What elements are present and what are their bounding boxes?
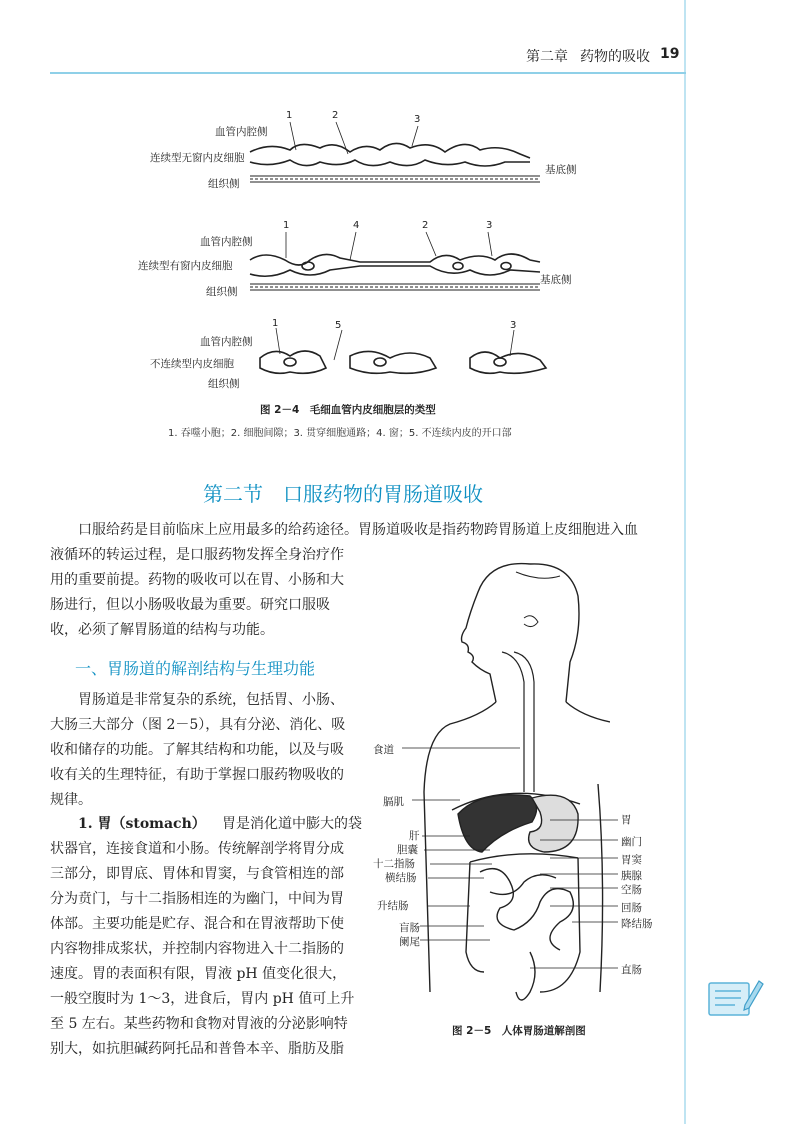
body-line: 别大，如抗胆碱药阿托品和普鲁本辛、脂肪及脂 <box>50 1041 344 1057</box>
label-base-2: 基底侧 <box>540 274 572 286</box>
page-number: 19 <box>660 46 680 62</box>
label-tissue-1: 组织侧 <box>208 178 240 190</box>
body-line: 规律。 <box>50 792 92 808</box>
figure-2-5-caption: 图 2－5 人体胃肠道解剖图 <box>452 1025 586 1037</box>
label-descending-colon: 降结肠 <box>621 918 653 930</box>
subsection-title: 一、胃肠道的解剖结构与生理功能 <box>75 659 316 678</box>
intro-line: 口服给药是目前临床上应用最多的给药途径。胃肠道吸收是指药物跨胃肠道上皮细胞进入血 <box>78 522 638 538</box>
label-tissue-3: 组织侧 <box>208 378 240 390</box>
figure-2-4-legend: 1. 吞噬小胞；2. 细胞间隙；3. 贯穿细胞通路；4. 窗；5. 不连续内皮的开口部 <box>168 428 512 439</box>
label-cell-2: 连续型有窗内皮细胞 <box>138 260 233 272</box>
page-edge-rule <box>684 0 686 1124</box>
marker-number: 1 <box>272 318 279 329</box>
body-line: 状器官，连接食道和小肠。传统解剖学将胃分成 <box>50 841 344 857</box>
marker-number: 3 <box>486 220 493 231</box>
body-line: 胃是消化道中膨大的袋 <box>222 816 362 832</box>
marker-number: 3 <box>510 320 517 331</box>
body-line: 体部。主要功能是贮存、混合和在胃液帮助下使 <box>50 916 344 932</box>
label-leader-lines <box>400 740 630 980</box>
body-line: 至 5 左右。某些药物和食物对胃液的分泌影响特 <box>50 1016 348 1032</box>
label-lumen-1: 血管内腔侧 <box>215 126 268 138</box>
body-line: 分为贲门，与十二指肠相连的为幽门，中间为胃 <box>50 891 344 907</box>
endothelium-diagram <box>230 110 570 400</box>
marker-number: 2 <box>422 220 429 231</box>
stomach-heading: 1. 胃（stomach） <box>78 816 206 832</box>
label-liver: 肝 <box>409 830 420 842</box>
notebook-pencil-icon <box>705 975 765 1019</box>
header-chapter-title: 药物的吸收 <box>580 49 650 65</box>
marker-number: 1 <box>286 110 293 121</box>
label-appendix: 阑尾 <box>399 936 420 948</box>
body-line: 大肠三大部分（图 2－5），具有分泌、消化、吸 <box>50 717 346 733</box>
body-line: 收和储存的功能。了解其结构和功能，以及与吸 <box>50 742 344 758</box>
marker-number: 3 <box>414 114 421 125</box>
marker-number: 4 <box>353 220 360 231</box>
label-base-1: 基底侧 <box>545 164 577 176</box>
label-diaphragm: 膈肌 <box>383 796 404 808</box>
body-line: 三部分，即胃底、胃体和胃窦，与食管相连的部 <box>50 866 344 882</box>
label-ascending-colon: 升结肠 <box>377 900 409 912</box>
body-line: 一般空腹时为 1～3，进食后，胃内 pH 值可上升 <box>50 991 355 1007</box>
intro-line: 肠进行，但以小肠吸收最为重要。研究口服吸 <box>50 597 330 613</box>
intro-line: 液循环的转运过程，是口服药物发挥全身治疗作 <box>50 547 344 563</box>
header-rule <box>50 72 686 74</box>
label-duodenum: 十二指肠 <box>373 858 415 870</box>
body-line: 收有关的生理特征，有助于掌握口服药物吸收的 <box>50 767 344 783</box>
label-antrum: 胃窦 <box>621 854 642 866</box>
label-pancreas: 胰腺 <box>621 870 642 882</box>
label-lumen-2: 血管内腔侧 <box>200 236 253 248</box>
body-line: 速度。胃的表面积有限，胃液 pH 值变化很大， <box>50 966 347 982</box>
label-tissue-2: 组织侧 <box>206 286 238 298</box>
label-cell-1: 连续型无窗内皮细胞 <box>150 152 245 164</box>
figure-2-4-caption: 图 2－4 毛细血管内皮细胞层的类型 <box>260 404 436 416</box>
section-title: 第二节 口服药物的胃肠道吸收 <box>203 482 483 506</box>
body-line: 内容物排成浆状，并控制内容物进入十二指肠的 <box>50 941 344 957</box>
label-transverse-colon: 横结肠 <box>385 872 417 884</box>
label-rectum: 直肠 <box>621 964 642 976</box>
label-jejunum: 空肠 <box>621 884 642 896</box>
marker-number: 2 <box>332 110 339 121</box>
header-chapter: 第二章 <box>526 49 568 65</box>
label-cell-3: 不连续型内皮细胞 <box>150 358 234 370</box>
marker-number: 5 <box>335 320 342 331</box>
label-lumen-3: 血管内腔侧 <box>200 336 253 348</box>
intro-line: 用的重要前提。药物的吸收可以在胃、小肠和大 <box>50 572 344 588</box>
label-ileum: 回肠 <box>621 902 642 914</box>
label-gallbladder: 胆囊 <box>397 844 418 856</box>
intro-line: 收，必须了解胃肠道的结构与功能。 <box>50 622 274 638</box>
label-stomach: 胃 <box>621 814 632 826</box>
label-pylorus: 幽门 <box>621 836 642 848</box>
marker-number: 1 <box>283 220 290 231</box>
body-line: 胃肠道是非常复杂的系统，包括胃、小肠、 <box>78 692 344 708</box>
label-cecum: 盲肠 <box>399 922 420 934</box>
label-esophagus: 食道 <box>373 744 394 756</box>
